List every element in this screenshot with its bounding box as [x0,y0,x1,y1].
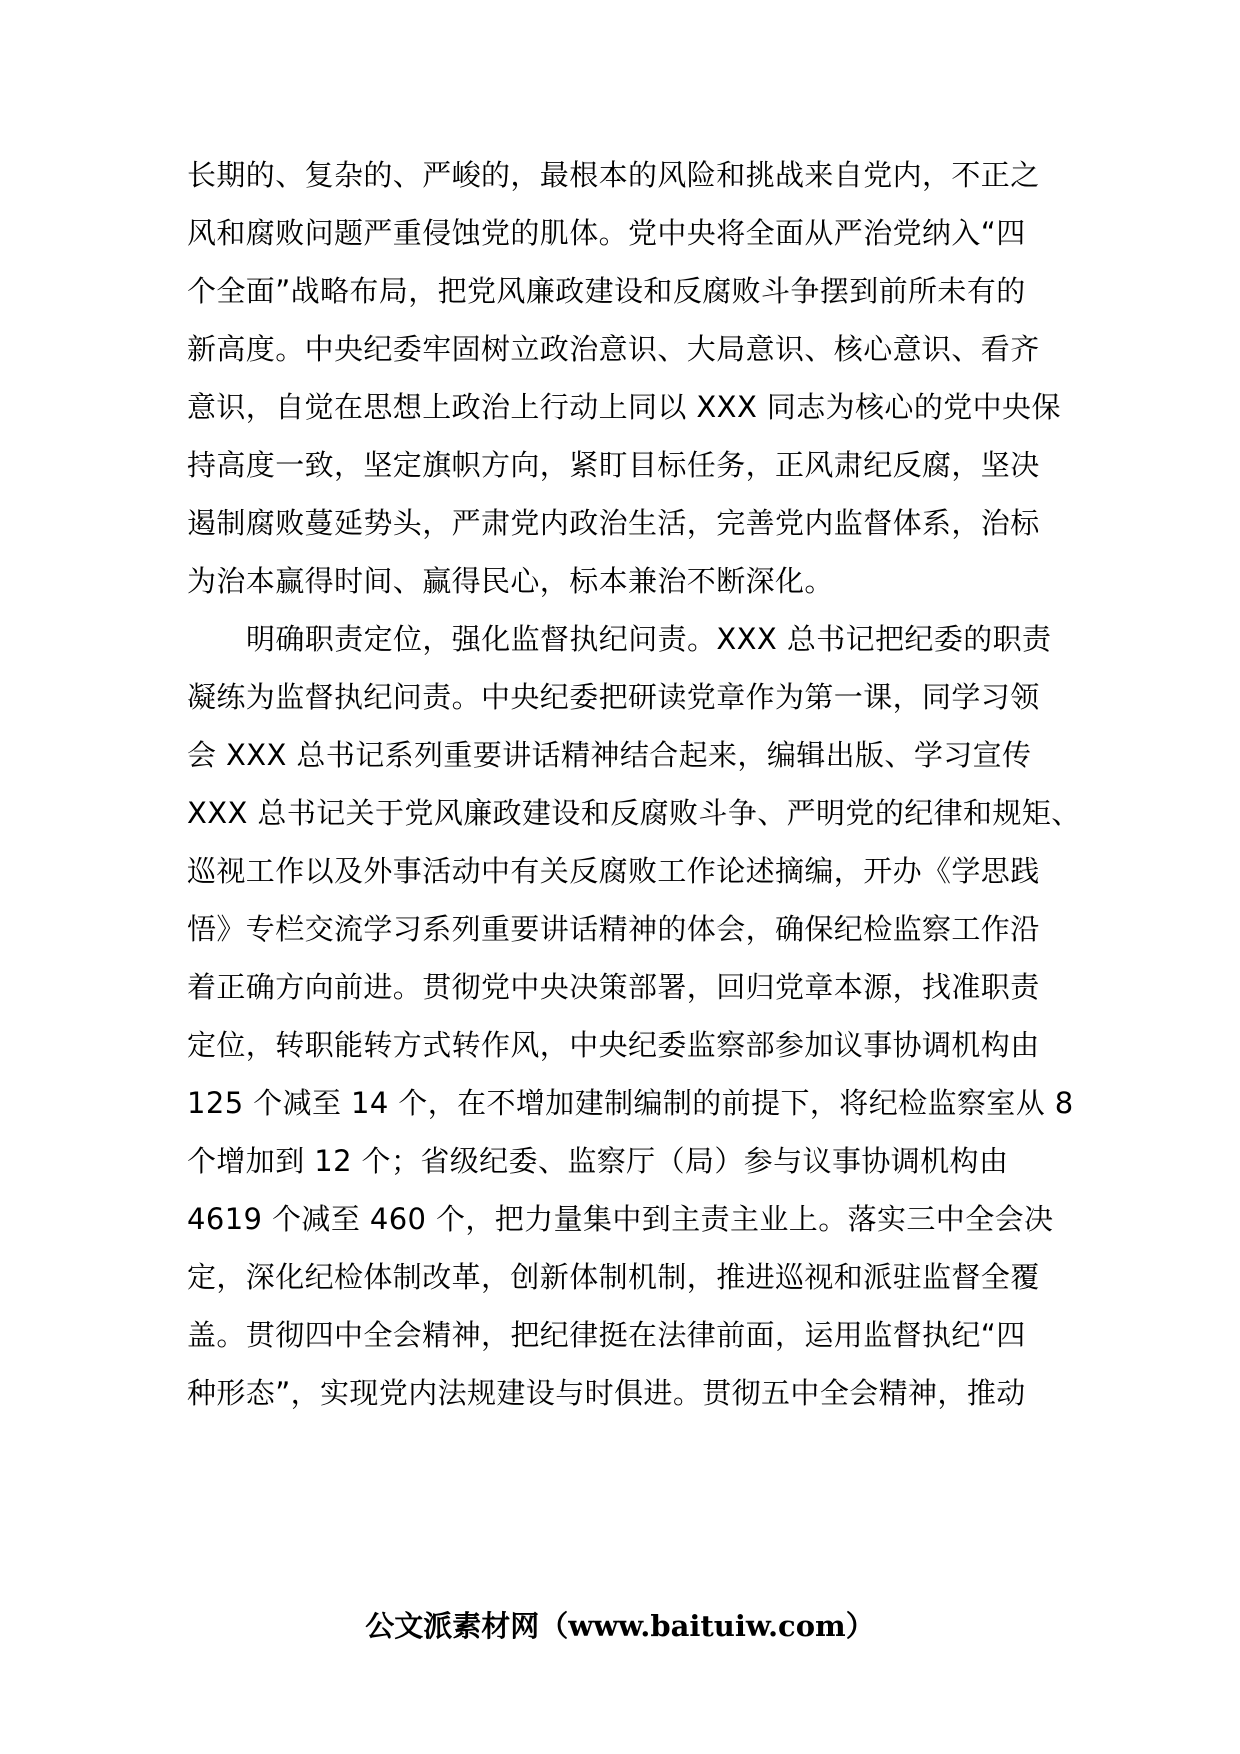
body-text-line: 新高度。中央纪委牢固树立政治意识、大局意识、核心意识、看齐 [187,332,1040,366]
body-text-line: XXX 总书记关于党风廉政建设和反腐败斗争、严明党的纪律和规矩、 [187,796,1081,830]
body-text-line: 个增加到 12 个；省级纪委、监察厅（局）参与议事协调机构由 [187,1144,1009,1178]
body-text-line: 着正确方向前进。贯彻党中央决策部署，回归党章本源，找准职责 [187,970,1040,1004]
body-text-line: 个全面”战略布局，把党风廉政建设和反腐败斗争摆到前所未有的 [187,274,1026,308]
body-text-line: 悟》专栏交流学习系列重要讲话精神的体会，确保纪检监察工作沿 [187,912,1040,946]
footer-watermark: 公文派素材网（www.baituiw.com） [365,1609,875,1643]
body-text-line: 会 XXX 总书记系列重要讲话精神结合起来，编辑出版、学习宣传 [187,738,1032,772]
paragraph-first-line: 明确职责定位，强化监督执纪问责。XXX 总书记把纪委的职责 [246,622,1052,656]
body-text-line: 125 个减至 14 个，在不增加建制编制的前提下，将纪检监察室从 8 [187,1086,1074,1120]
body-text-line: 定，深化纪检体制改革，创新体制机制，推进巡视和派驻监督全覆 [187,1260,1040,1294]
body-text-line: 定位，转职能转方式转作风，中央纪委监察部参加议事协调机构由 [187,1028,1040,1062]
body-text-line: 种形态”，实现党内法规建设与时俱进。贯彻五中全会精神，推动 [187,1376,1026,1410]
body-text-line: 为治本赢得时间、赢得民心，标本兼治不断深化。 [187,564,834,598]
body-text-line: 持高度一致，坚定旗帜方向，紧盯目标任务，正风肃纪反腐，坚决 [187,448,1040,482]
body-text-line: 风和腐败问题严重侵蚀党的肌体。党中央将全面从严治党纳入“四 [187,216,1026,250]
body-text-line: 长期的、复杂的、严峻的，最根本的风险和挑战来自党内，不正之 [187,158,1040,192]
body-text-line: 遏制腐败蔓延势头，严肃党内政治生活，完善党内监督体系，治标 [187,506,1040,540]
body-text-line: 巡视工作以及外事活动中有关反腐败工作论述摘编，开办《学思践 [187,854,1040,888]
body-text-line: 盖。贯彻四中全会精神，把纪律挺在法律前面，运用监督执纪“四 [187,1318,1026,1352]
body-text-line: 4619 个减至 460 个，把力量集中到主责主业上。落实三中全会决 [187,1202,1054,1236]
body-text-line: 意识，自觉在思想上政治上行动上同以 XXX 同志为核心的党中央保 [187,390,1061,424]
body-text-line: 凝练为监督执纪问责。中央纪委把研读党章作为第一课，同学习领 [187,680,1040,714]
